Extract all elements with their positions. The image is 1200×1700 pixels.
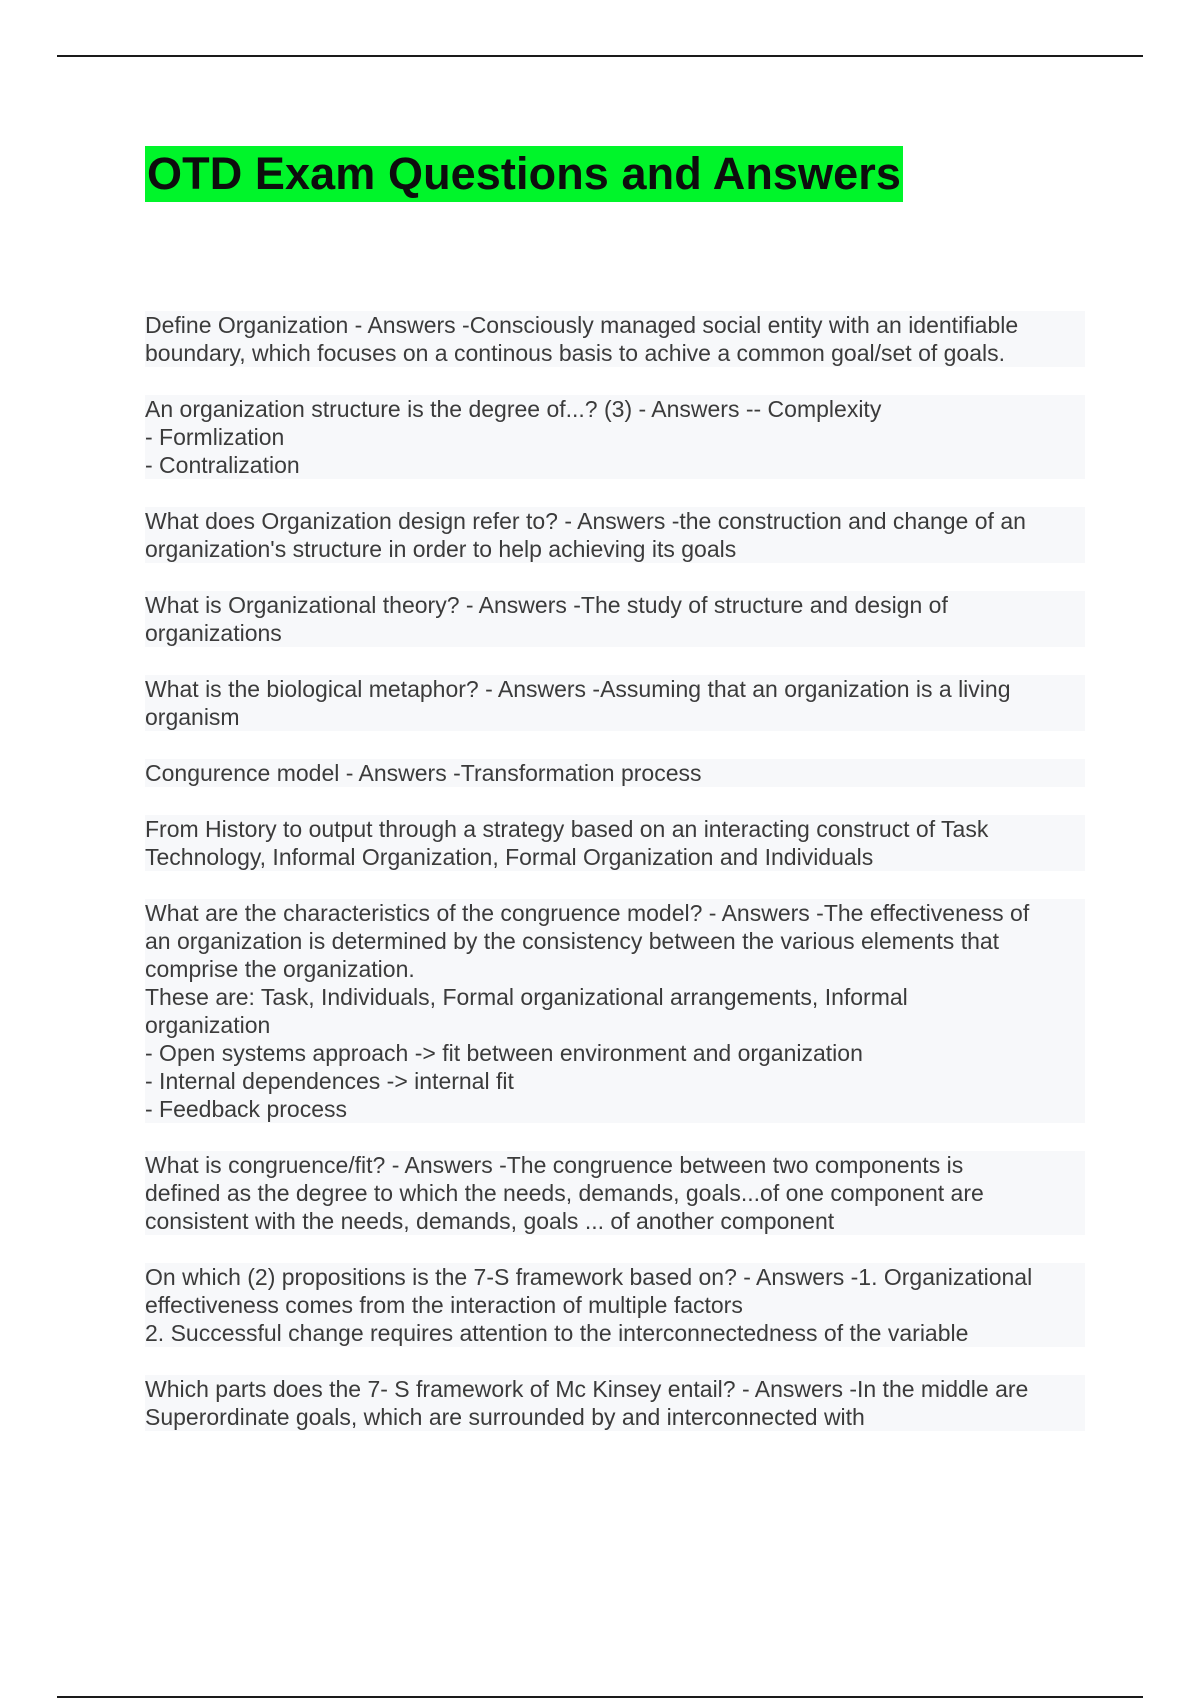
qa-entry: Congurence model - Answers -Transformation process xyxy=(145,759,1085,787)
top-rule xyxy=(57,55,1143,57)
document-title: OTD Exam Questions and Answers xyxy=(145,146,903,202)
qa-entry: Define Organization - Answers -Consciously managed social entity with an identifiable boundary, which focuses on a continous basis to achive a common goal/set of goals. xyxy=(145,311,1085,367)
qa-entry: An organization structure is the degree of...? (3) - Answers -- Complexity - Formlization - Contralization xyxy=(145,395,1085,479)
qa-entry: What is congruence/fit? - Answers -The congruence between two components is defined as the degree to which the needs, demands, goals...of one component are consistent with the needs, demands, goals ... of another component xyxy=(145,1151,1085,1235)
qa-entry: What is the biological metaphor? - Answers -Assuming that an organization is a living organism xyxy=(145,675,1085,731)
qa-entry: What are the characteristics of the congruence model? - Answers -The effectiveness of an organization is determined by the consistency between the various elements that comprise the organization. These are: Task, Individuals, Formal organizational arrangements, Informal organization - Open systems approach -> fit between environment and organization - Internal dependences -> internal fit - Feedback process xyxy=(145,899,1085,1123)
qa-entry: Which parts does the 7- S framework of Mc Kinsey entail? - Answers -In the middle are Superordinate goals, which are surrounded by and interconnected with xyxy=(145,1375,1085,1431)
qa-list xyxy=(145,311,1085,1459)
qa-entry: On which (2) propositions is the 7-S framework based on? - Answers -1. Organizational effectiveness comes from the interaction of multiple factors 2. Successful change requires attention to the interconnectedness of the variable xyxy=(145,1263,1085,1347)
qa-entry: From History to output through a strategy based on an interacting construct of Task Technology, Informal Organization, Formal Organization and Individuals xyxy=(145,815,1085,871)
qa-entry: What is Organizational theory? - Answers -The study of structure and design of organizations xyxy=(145,591,1085,647)
bottom-rule xyxy=(57,1696,1143,1698)
qa-entry: What does Organization design refer to? - Answers -the construction and change of an organization's structure in order to help achieving its goals xyxy=(145,507,1085,563)
title-block xyxy=(145,146,903,202)
